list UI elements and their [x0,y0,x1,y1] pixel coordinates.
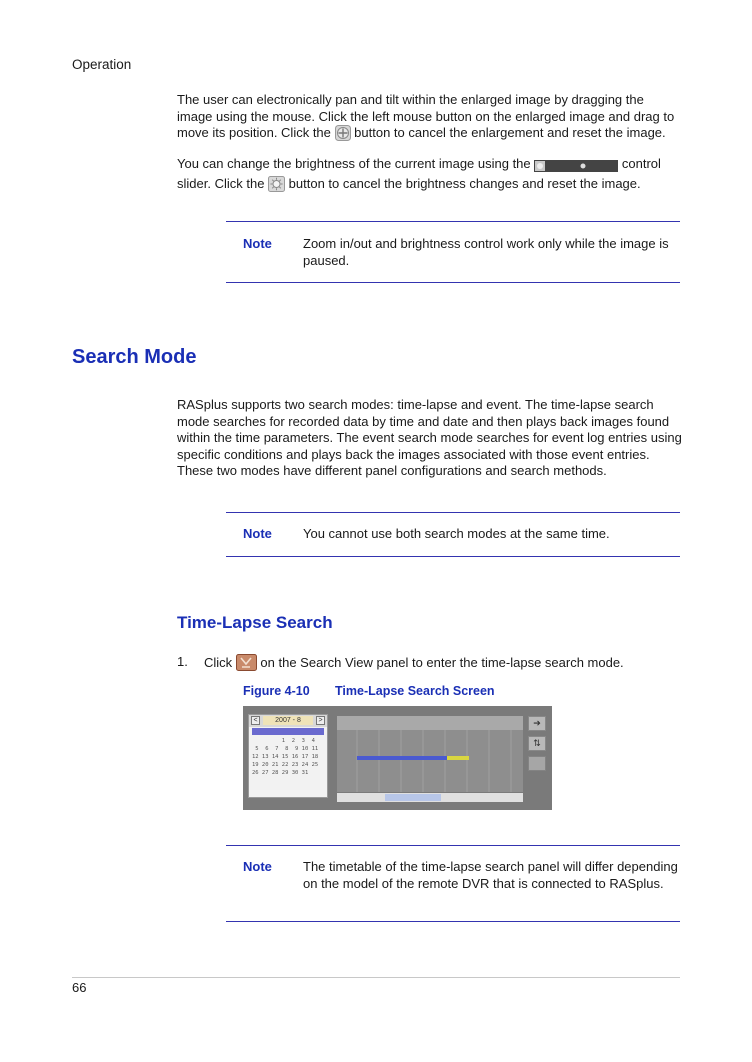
figure-number: Figure 4-10 [243,684,310,698]
note-timetable [226,845,680,922]
note-text: You cannot use both search modes at the same time. [303,526,610,541]
intro-p2-middle: control slider. Click the [177,155,661,191]
calendar-month-label: 2007 - 8 [263,716,313,725]
step-number: 1. [177,654,188,669]
scrollbar-thumb [385,794,441,801]
timetable-hour-header [337,716,523,730]
arrow-right-icon: ➔ [528,716,546,731]
note-zoom-brightness [226,221,680,283]
calendar-week: 5 6 7 8 9 10 11 [252,746,319,752]
chevron-left-icon: < [251,716,260,725]
disabled-tool-icon [528,756,546,771]
step-text-end: on the Search View panel to enter the time-lapse search mode. [260,655,624,670]
zoom-reset-icon [335,125,351,146]
calendar-header [249,715,327,727]
intro-p1-end: button to cancel the enlargement and reset the image. [354,125,666,140]
time-lapse-search-icon [236,654,257,674]
subsection-title-time-lapse: Time-Lapse Search [177,613,333,632]
note-label: Note [243,859,272,874]
figure-title: Time-Lapse Search Screen [335,684,495,698]
calendar-panel [248,714,328,798]
section-title-search-mode: Search Mode [72,346,197,368]
note-search-modes [226,512,680,557]
recording-bar-event [447,756,469,760]
note-text: Zoom in/out and brightness control work only while the image is paused. [303,236,669,268]
time-lapse-search-screenshot [243,706,552,810]
chevron-right-icon: > [316,716,325,725]
note-text: The timetable of the time-lapse search panel will differ depending on the model of the remote DVR that is connected to RASplus. [303,859,678,891]
step-text [204,654,624,674]
intro-text [177,92,682,197]
timetable-scrollbar [337,793,523,802]
figure-caption [243,684,495,698]
intro-p2-end: button to cancel the brightness changes and reset the image. [288,176,641,191]
intro-paragraph-1 [177,92,682,146]
calendar-week: 26 27 28 29 30 31 [252,770,309,776]
intro-p1-start: The user can electronically pan and tilt within the enlarged image by dragging the image using the mouse. Click the left mouse button on the enlarged image and drag to move its position. Click the [177,92,675,140]
refresh-icon: ⇅ [528,736,546,751]
timetable-grid [337,730,523,792]
timetable-panel [337,716,523,792]
intro-p2-start: You can change the brightness of the current image using the [177,155,531,171]
note-label: Note [243,526,272,541]
page-number: 66 [72,980,87,995]
calendar-week: 12 13 14 15 16 17 18 [252,754,319,760]
calendar-week: 1 2 3 4 [252,738,315,744]
brightness-reset-icon [268,176,285,197]
calendar-weekday-row [252,728,324,735]
note-label: Note [243,236,272,251]
footer-divider [72,977,680,978]
brightness-slider-icon [534,160,618,177]
search-mode-body: RASplus supports two search modes: time-lapse and event. The time-lapse search mode searches for recorded data by time and date and then plays back images found within the time parameters. The event search mode searches for event log entries using specific conditions and plays back the images associated with those event entries. These two modes have different panel configurations and search methods. [177,397,682,478]
step-text-start: Click [204,655,233,670]
calendar-days [252,737,326,777]
running-head: Operation [72,57,132,72]
calendar-week: 19 20 21 22 23 24 25 [252,762,319,768]
intro-paragraph-2 [177,156,682,197]
